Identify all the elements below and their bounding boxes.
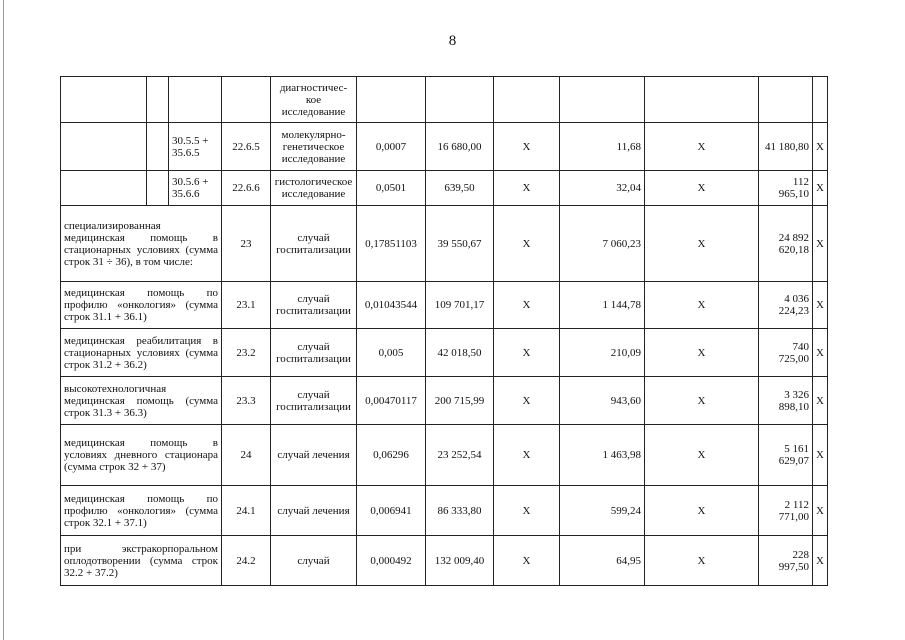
row-unit: случай госпитализации: [271, 206, 357, 282]
table-row: [61, 206, 828, 282]
row-sum: 228 997,50: [759, 536, 813, 586]
row-norm: 0,000492: [357, 536, 426, 586]
row-number: 23.2: [222, 329, 271, 377]
row-unit: молекулярно-генетическое исследование: [271, 123, 357, 171]
row-x2: X: [645, 536, 759, 586]
table-row: [61, 329, 828, 377]
row-per-capita: 943,60: [560, 377, 645, 425]
table-row: [61, 282, 828, 329]
table-cell: [147, 77, 169, 123]
row-unit: случай госпитализации: [271, 329, 357, 377]
row-name: медицинская помощь по профилю «онкология» (сумма строк 32.1 + 37.1): [61, 486, 222, 536]
row-per-capita: 64,95: [560, 536, 645, 586]
row-x2: X: [645, 425, 759, 486]
row-sum: 3 326 898,10: [759, 377, 813, 425]
row-x2: [645, 77, 759, 123]
row-code: [169, 77, 222, 123]
row-name: специализированная медицинская помощь в стационарных условиях (сумма строк 31 ÷ 36), в том числе:: [61, 206, 222, 282]
table-row: [61, 425, 828, 486]
row-x1: X: [494, 171, 560, 206]
row-norm: 0,0501: [357, 171, 426, 206]
row-per-capita: 1 463,98: [560, 425, 645, 486]
row-unit: случай лечения: [271, 486, 357, 536]
row-x1: X: [494, 486, 560, 536]
row-unit: случай лечения: [271, 425, 357, 486]
row-x3: X: [813, 123, 828, 171]
row-x1: X: [494, 377, 560, 425]
row-number: 22.6.6: [222, 171, 271, 206]
row-number: 22.6.5: [222, 123, 271, 171]
row-x2: X: [645, 282, 759, 329]
row-x3: X: [813, 329, 828, 377]
row-cost: 86 333,80: [426, 486, 494, 536]
row-sum: 740 725,00: [759, 329, 813, 377]
row-per-capita: 7 060,23: [560, 206, 645, 282]
table-cell: [61, 77, 147, 123]
row-unit: случай госпитализации: [271, 377, 357, 425]
row-number: 23.1: [222, 282, 271, 329]
row-code: 30.5.6 + 35.6.6: [169, 171, 222, 206]
row-per-capita: 11,68: [560, 123, 645, 171]
row-cost: 39 550,67: [426, 206, 494, 282]
financing-table: [60, 76, 828, 586]
row-norm: 0,006941: [357, 486, 426, 536]
row-number: 23.3: [222, 377, 271, 425]
row-x2: X: [645, 329, 759, 377]
row-cost: 16 680,00: [426, 123, 494, 171]
row-sum: 24 892 620,18: [759, 206, 813, 282]
row-per-capita: 1 144,78: [560, 282, 645, 329]
row-x1: X: [494, 206, 560, 282]
row-sum: 41 180,80: [759, 123, 813, 171]
row-cost: 23 252,54: [426, 425, 494, 486]
row-norm: 0,005: [357, 329, 426, 377]
row-norm: 0,01043544: [357, 282, 426, 329]
row-cost: 109 701,17: [426, 282, 494, 329]
row-number: 24.2: [222, 536, 271, 586]
row-x2: X: [645, 123, 759, 171]
row-norm: 0,06296: [357, 425, 426, 486]
row-sum: 2 112 771,00: [759, 486, 813, 536]
row-sum: 4 036 224,23: [759, 282, 813, 329]
row-per-capita: 210,09: [560, 329, 645, 377]
row-code: 30.5.5 + 35.6.5: [169, 123, 222, 171]
row-cost: [426, 77, 494, 123]
row-x2: X: [645, 486, 759, 536]
row-per-capita: 32,04: [560, 171, 645, 206]
row-name: медицинская помощь в условиях дневного стационара (сумма строк 32 + 37): [61, 425, 222, 486]
row-x3: X: [813, 536, 828, 586]
row-cost: 639,50: [426, 171, 494, 206]
row-x1: X: [494, 329, 560, 377]
row-name: медицинская помощь по профилю «онкология» (сумма строк 31.1 + 36.1): [61, 282, 222, 329]
row-cost: 200 715,99: [426, 377, 494, 425]
row-x3: X: [813, 377, 828, 425]
row-x3: X: [813, 486, 828, 536]
row-norm: 0,0007: [357, 123, 426, 171]
row-x1: X: [494, 425, 560, 486]
row-per-capita: 599,24: [560, 486, 645, 536]
row-per-capita: [560, 77, 645, 123]
row-x2: X: [645, 377, 759, 425]
page-number: 8: [448, 33, 457, 49]
row-unit: случай госпитализации: [271, 282, 357, 329]
row-number: 24: [222, 425, 271, 486]
row-sum: [759, 77, 813, 123]
table-cell: [147, 123, 169, 171]
row-x2: X: [645, 171, 759, 206]
table-cell: [61, 171, 147, 206]
row-unit: случай: [271, 536, 357, 586]
row-number: [222, 77, 271, 123]
table-row: [61, 377, 828, 425]
table-row: [61, 77, 828, 123]
page-left-edge: [3, 0, 4, 640]
row-x3: [813, 77, 828, 123]
row-x3: X: [813, 282, 828, 329]
row-x3: X: [813, 206, 828, 282]
table-row: [61, 171, 828, 206]
row-name: высокотехнологичная медицинская помощь (сумма строк 31.3 + 36.3): [61, 377, 222, 425]
table-cell: [61, 123, 147, 171]
row-unit: диагностичес-кое исследование: [271, 77, 357, 123]
row-x1: [494, 77, 560, 123]
row-x2: X: [645, 206, 759, 282]
table-row: [61, 536, 828, 586]
row-cost: 132 009,40: [426, 536, 494, 586]
row-unit: гистологическое исследование: [271, 171, 357, 206]
table-row: [61, 123, 828, 171]
row-x1: X: [494, 282, 560, 329]
row-norm: 0,00470117: [357, 377, 426, 425]
row-sum: 112 965,10: [759, 171, 813, 206]
table-cell: [147, 171, 169, 206]
table-row: [61, 486, 828, 536]
row-x1: X: [494, 123, 560, 171]
row-number: 24.1: [222, 486, 271, 536]
row-x3: X: [813, 171, 828, 206]
row-name: медицинская реабилитация в стационарных условиях (сумма строк 31.2 + 36.2): [61, 329, 222, 377]
row-number: 23: [222, 206, 271, 282]
row-norm: [357, 77, 426, 123]
row-sum: 5 161 629,07: [759, 425, 813, 486]
row-cost: 42 018,50: [426, 329, 494, 377]
row-norm: 0,17851103: [357, 206, 426, 282]
row-x3: X: [813, 425, 828, 486]
row-x1: X: [494, 536, 560, 586]
row-name: при экстракорпоральном оплодотворении (сумма строк 32.2 + 37.2): [61, 536, 222, 586]
